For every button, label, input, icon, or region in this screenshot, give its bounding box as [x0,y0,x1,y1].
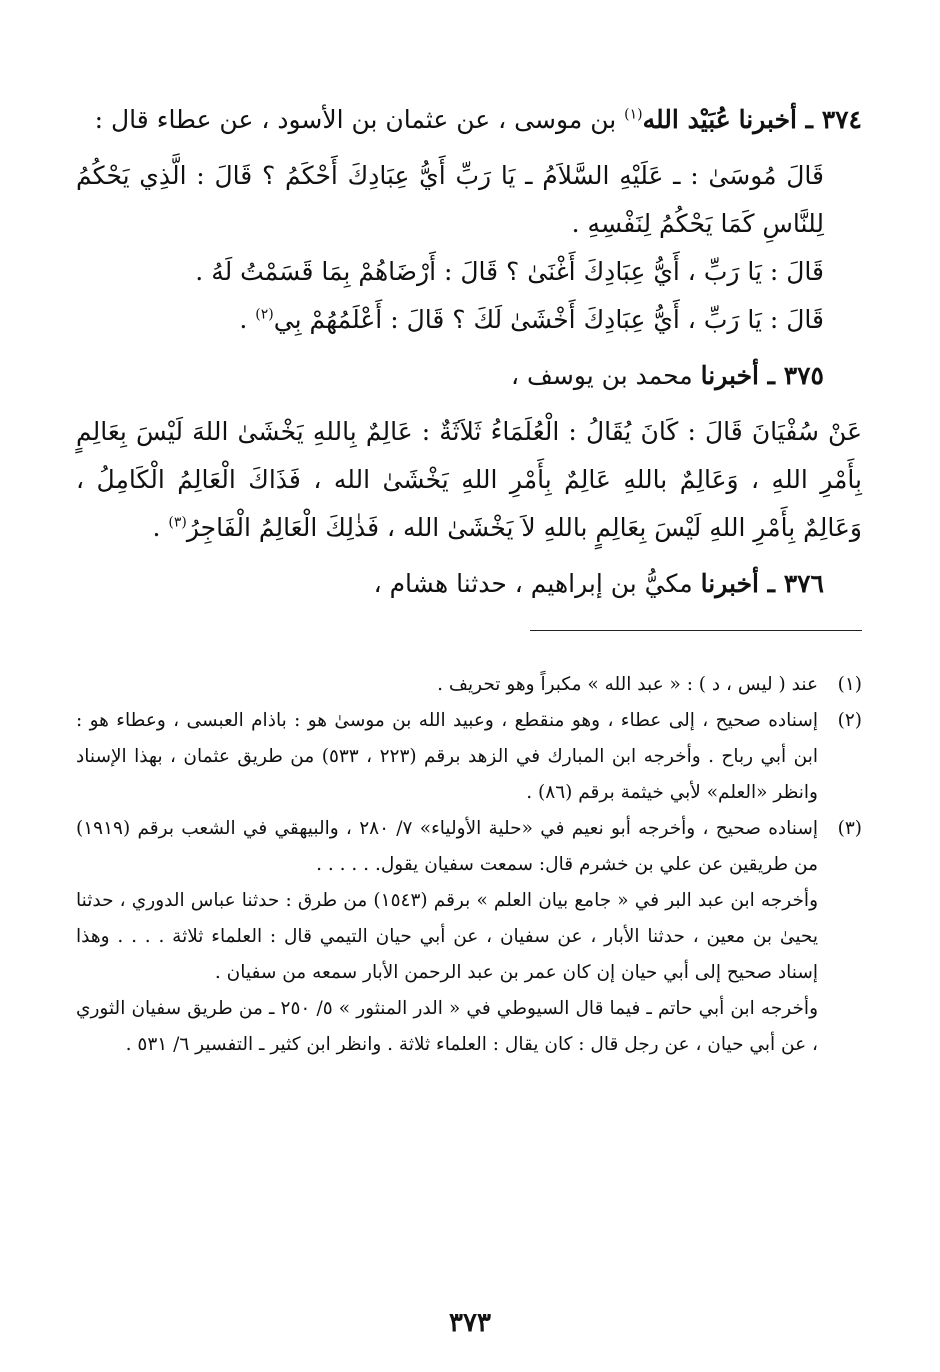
footnote-ref-3[interactable]: (٣) [168,514,187,531]
footnote-ref-2[interactable]: (٢) [255,306,274,323]
footnote-1 [76,667,862,703]
footnote-3 [76,811,862,1063]
footnote-divider [530,630,862,631]
footnote-paragraph: وأخرجه ابن أبي حاتم ـ فيما قال السيوطي في « الدر المنثور » ٥/ ٢٥٠ ـ من طريق سفيان الثوري ، عن أبي حيان ، عن رجل قال : كان يقال : العلماء ثلاثة . وانظر ابن كثير ـ التفسير ٦/ ٥٣١ . [76,998,818,1055]
hadith-374-chain: بن موسى ، عن عثمان بن الأسود ، عن عطاء قال : [94,105,617,134]
hadith-374-text-3-body: قَالَ : يَا رَبِّ ، أَيُّ عِبَادِكَ أَخْشَىٰ لَكَ ؟ قَالَ : أَعْلَمُهُمْ بِي [273,305,824,334]
hadith-376-chain: مكيُّ بن إبراهيم ، حدثنا هشام ، [373,569,693,598]
hadith-376-number: ٣٧٦ ـ أخبرنا [700,569,824,598]
page-number: ٣٧٣ [449,1308,491,1338]
hadith-376-header [76,560,862,608]
footnote-2 [76,703,862,811]
footnotes [76,667,862,1063]
footnote-body [76,811,818,1063]
hadith-374-text-1: قَالَ مُوسَىٰ : ـ عَلَيْهِ السَّلاَمُ ـ يَا رَبِّ أَيُّ عِبَادِكَ أَحْكَمُ ؟ قَالَ : الَّذِي يَحْكُمُ لِلنَّاسِ كَمَا يَحْكُمُ لِنَفْسِهِ . [76,161,824,238]
footnote-mark: (١) [837,674,862,695]
hadith-375-number: ٣٧٥ ـ أخبرنا [700,361,824,390]
footnote-paragraph: وأخرجه ابن عبد البر في « جامع بيان العلم » برقم (١٥٤٣) من طرق : حدثنا عباس الدوري ، حدثنا يحيىٰ بن معين ، حدثنا الأبار ، عن سفيان ، عن أبي حيان التيمي قال : العلماء ثلاثة . . . . وهذا إسناد صحيح إلى أبي حيان إن كان عمر بن عبد الرحمن الأبار سمعه من سفيان . [76,890,818,983]
footnote-body [76,667,818,703]
page-content [76,96,862,1063]
main-text [76,96,862,608]
hadith-374-text-3 [76,296,862,344]
hadith-375-text [76,408,862,552]
footnote-mark: (٣) [837,818,862,839]
hadith-374-header [76,96,862,144]
hadith-375-header [76,352,862,400]
footnote-mark: (٢) [837,710,862,731]
footnote-paragraph: إسناده صحيح ، إلى عطاء ، وهو منقطع ، وعبيد الله بن موسىٰ هو : باذام العبسى ، وعطاء هو : ابن أبي رباح . وأخرجه ابن المبارك في الزهد برقم (٢٢٣ ، ٥٣٣) من طريق عثمان ، بهذا الإسناد وانظر «العلم» لأبي خيثمة برقم (٨٦) . [76,710,818,803]
footnote-body [76,703,818,811]
footnote-paragraph: إسناده صحيح ، وأخرجه أبو نعيم في «حلية الأولياء» ٧/ ٢٨٠ ، والبيهقي في الشعب برقم (١٩١٩) من طريقين عن علي بن خشرم قال: سمعت سفيان يقول. . . . . . [76,818,819,875]
hadith-374-text-3-end: . [239,305,256,334]
hadith-375-text-body: عَنْ سُفْيَانَ قَالَ : كَانَ يُقَالُ : الْعُلَمَاءُ ثَلاَثَةٌ : عَالِمٌ بِاللهِ يَخْشَىٰ اللهَ لَيْسَ بِعَالِمٍ بِأَمْرِ اللهِ ، وَعَالِمٌ باللهِ عَالِمٌ بِأَمْرِ اللهِ يَخْشَىٰ الله ، فَذَاكَ الْعَالِمُ الْكَامِلُ ، وَعَالِمٌ بِأَمْرِ اللهِ لَيْسَ بِعَالِمٍ باللهِ لاَ يَخْشَىٰ الله ، فَذٰلِكَ الْعَالِمُ الْفَاجِرُ [76,417,862,542]
hadith-374-text-2: قَالَ : يَا رَبِّ ، أَيُّ عِبَادِكَ أَغْنَىٰ ؟ قَالَ : أَرْضَاهُمْ بِمَا قَسَمْتُ لَهُ . [195,257,824,286]
hadith-374-number: ٣٧٤ ـ أخبرنا [738,105,862,134]
hadith-375-text-end: . [152,513,169,542]
footnote-paragraph: عند ( ليس ، د ) : « عبد الله » مكبراً وهو تحريف . [437,674,818,695]
hadith-374-narrator: عُبَيْد الله [642,105,731,134]
footnote-ref-1[interactable]: (١) [624,106,643,123]
hadith-375-chain: محمد بن يوسف ، [511,361,693,390]
